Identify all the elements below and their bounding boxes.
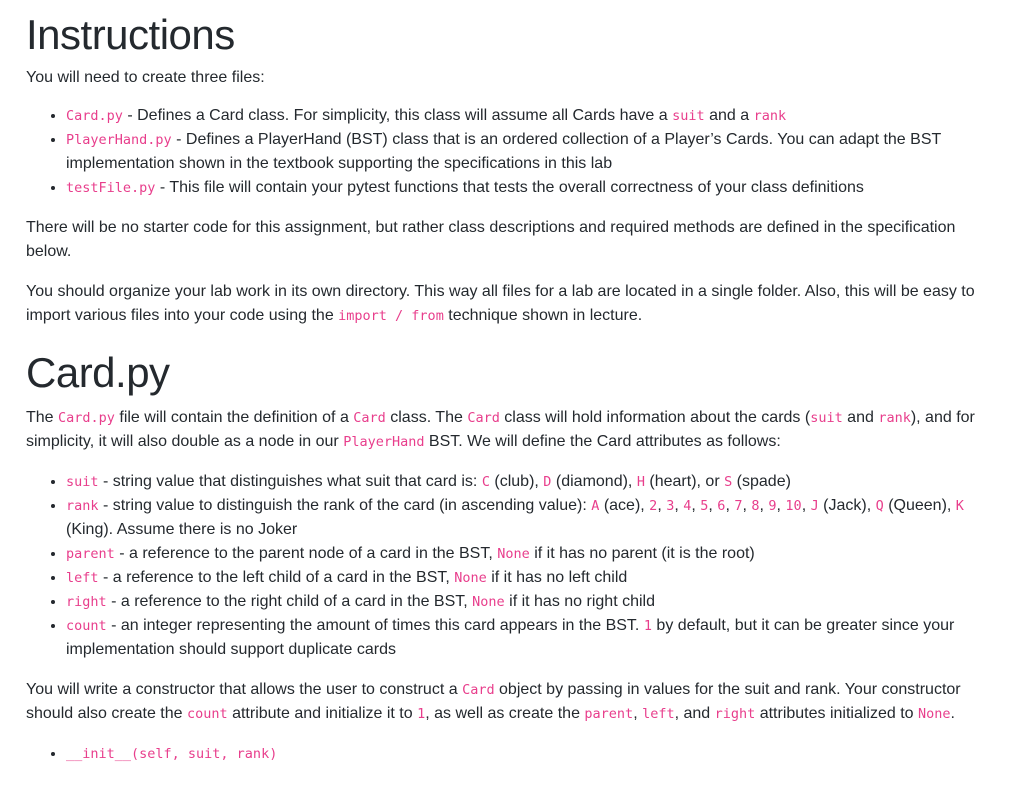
list-item-suit: • suit - string value that distinguishes what suit that card is: C (club), D (diamond), H (heart), or S (spade) [66,470,998,494]
list-item: • testFile.py - This file will contain your pytest functions that tests the overall correctness of your class definitions [66,176,998,200]
methods-list [26,742,998,766]
card-heading: Card.py [26,349,170,396]
list-item-count: • count - an integer representing the amount of times this card appears in the BST. 1 by default, but it can be greater since your implementation should support duplicate cards [66,614,998,662]
list-item-parent: • parent - a reference to the parent node of a card in the BST, None if it has no parent (it is the root) [66,542,998,566]
inline-code: testFile.py [66,180,156,196]
inline-code: PlayerHand.py [66,132,172,148]
init-signature: __init__(self, suit, rank) [66,746,278,762]
attributes-list [26,470,998,662]
paragraph-constructor: You will write a constructor that allows the user to construct a Card object by passing in values for the suit and rank. Your constructor should also create the count attribute and initialize it to 1, as well as create the parent, left, and right attributes initialized to None. [26,681,961,722]
list-item-left: • left - a reference to the left child of a card in the BST, None if it has no left child [66,566,998,590]
paragraph-starter-code: There will be no starter code for this assignment, but rather class descriptions and required methods are defined in the specification below. [26,219,956,260]
instructions-intro: You will need to create three files: [26,69,265,86]
inline-code: Card.py [66,108,123,124]
list-item-right: • right - a reference to the right child of a card in the BST, None if it has no right child [66,590,998,614]
paragraph-card-intro: The Card.py file will contain the definition of a Card class. The Card class will hold information about the cards (suit and rank), and for simplicity, it will also double as a node in our PlayerHand BST. We will define the Card attributes as follows: [26,409,975,450]
paragraph-organize: You should organize your lab work in its own directory. This way all files for a lab are located in a single folder. Also, this will be easy to import various files into your code using the import / from technique shown in lecture. [26,283,975,324]
list-item: • PlayerHand.py - Defines a PlayerHand (BST) class that is an ordered collection of a Player’s Cards. You can adapt the BST implementation shown in the textbook supporting the specifications in this lab [66,128,998,176]
list-item: • Card.py - Defines a Card class. For simplicity, this class will assume all Cards have a suit and a rank [66,104,998,128]
list-item-rank: • rank - string value to distinguish the rank of the card (in ascending value): A (ace), 2, 3, 4, 5, 6, 7, 8, 9, 10, J (Jack), Q (Queen), K (King). Assume there is no Joker [66,494,998,542]
instructions-heading: Instructions [26,11,235,58]
list-item-init [66,742,998,766]
files-list [26,104,998,200]
